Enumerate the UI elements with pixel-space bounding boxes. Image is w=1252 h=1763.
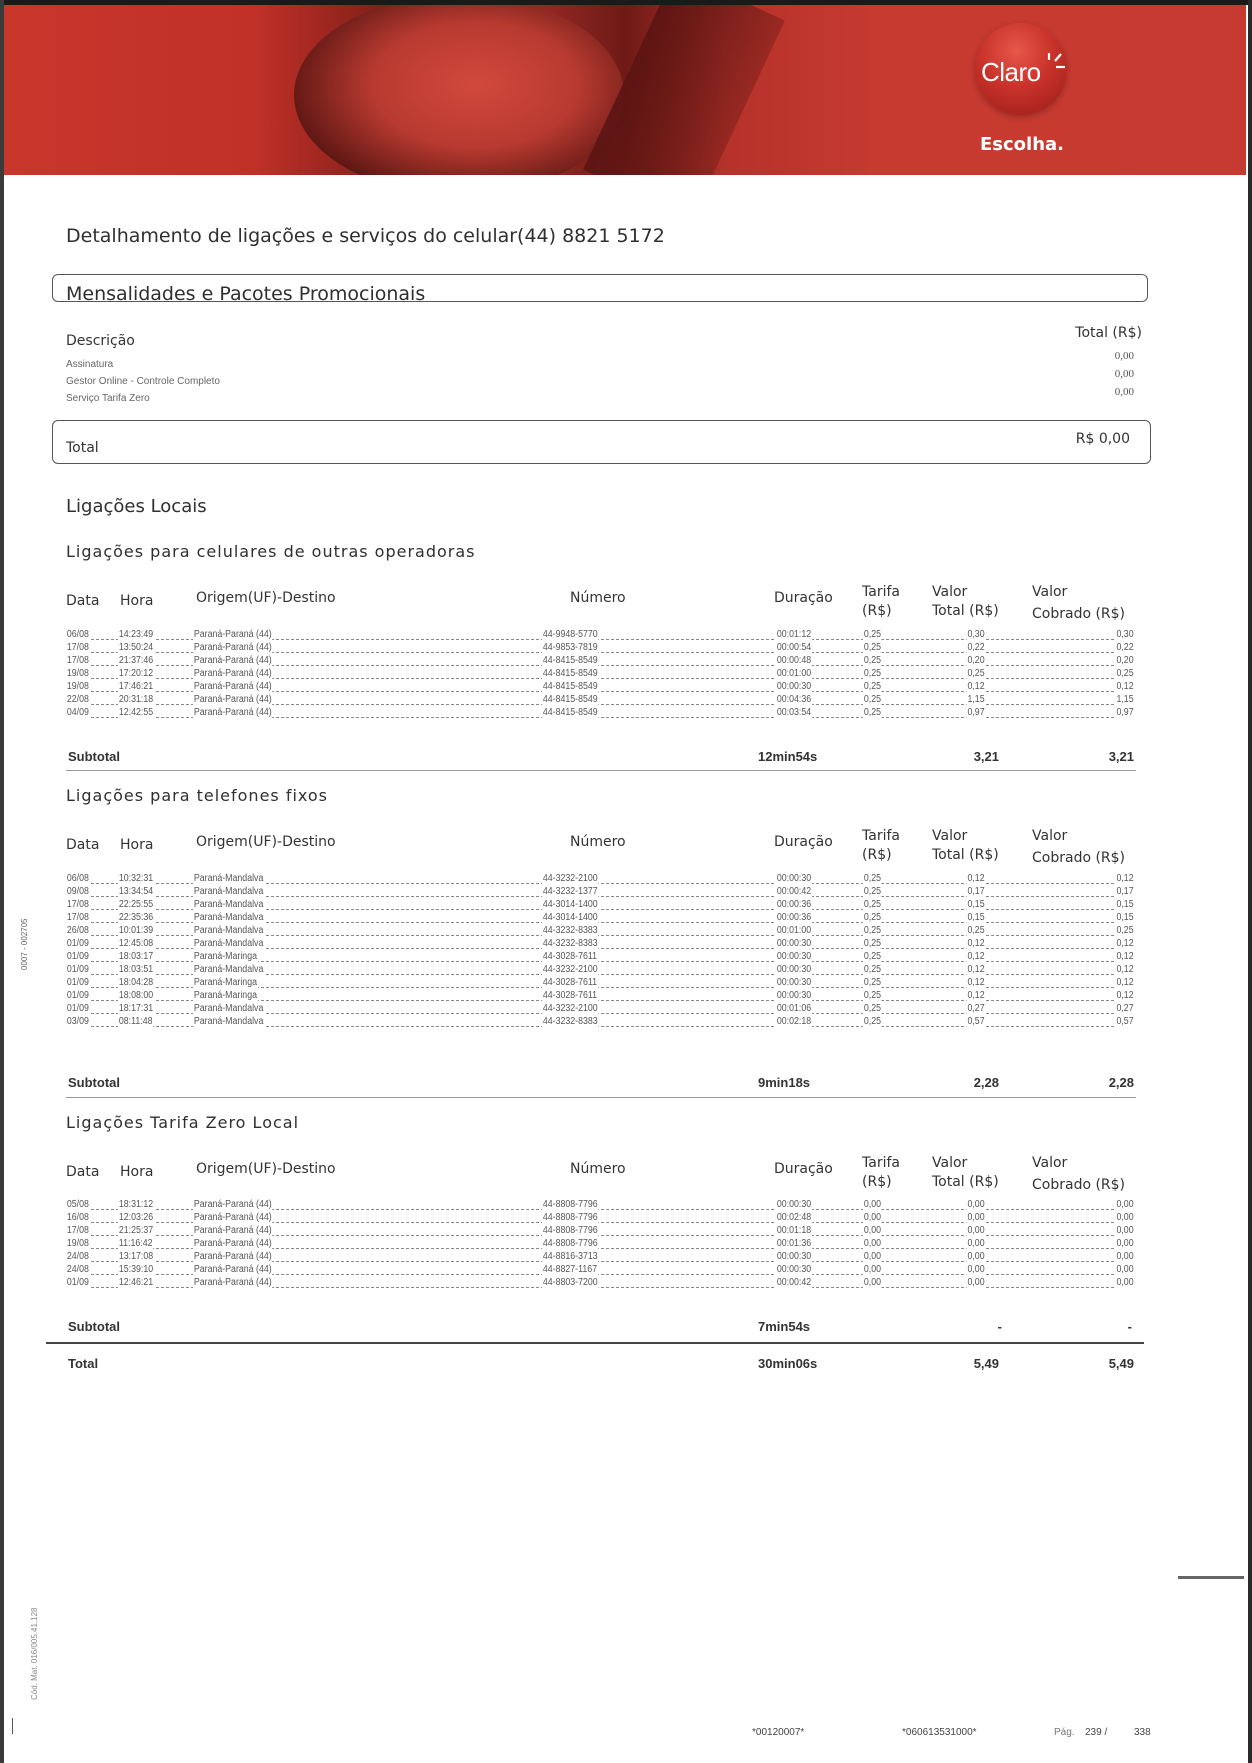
col-header-data: Data	[66, 1164, 100, 1180]
fee-item-value: 0,00	[1114, 368, 1134, 380]
col-header-tarifa	[862, 583, 900, 621]
col-header-tarifa-l2: (R$)	[862, 603, 892, 619]
fee-item-label: Serviço Tarifa Zero	[66, 393, 150, 404]
col-header-data: Data	[66, 837, 100, 853]
col-header-valor-total: Valor Total (R$)	[932, 828, 999, 863]
table-row: 01/09 18:17:31 Paraná-Mandalva 44-3232-2100 00:01:06 0,25 0,27 0,27	[66, 1003, 1134, 1014]
page-total: 338	[1134, 1727, 1151, 1738]
col-header-origem: Origem(UF)-Destino	[196, 590, 336, 606]
col-header-numero: Número	[570, 1161, 626, 1177]
logo-rays-icon	[1045, 50, 1069, 74]
table-row: 09/08 13:34:54 Paraná-Mandalva 44-3232-1377 00:00:42 0,25 0,17 0,17	[66, 886, 1134, 897]
table-row: 06/08 14:23:49 Paraná-Paraná (44) 44-9948-5770 00:01:12 0,25 0,30 0,30	[66, 629, 1134, 640]
col-header-duracao: Duração	[774, 590, 833, 606]
table-row: 16/08 12:03:26 Paraná-Paraná (44) 44-8808-7796 00:02:48 0,00 0,00 0,00	[66, 1212, 1134, 1223]
group-title-tarifa-zero: Ligações Tarifa Zero Local	[66, 1113, 300, 1132]
table-row: 17/08 22:35:36 Paraná-Mandalva 44-3014-1400 00:00:36 0,25 0,15 0,15	[66, 912, 1134, 923]
table-row: 03/09 08:11:48 Paraná-Mandalva 44-3232-8383 00:02:18 0,25 0,57 0,57	[66, 1016, 1134, 1027]
scan-border-right	[1248, 0, 1252, 1763]
footer-code-b: *060613531000*	[902, 1727, 977, 1738]
grand-total-row: Total 30min06s 5,49 5,49	[68, 1356, 1134, 1371]
table-row: 01/09 12:45:08 Paraná-Mandalva 44-3232-8383 00:00:30 0,25 0,12 0,12	[66, 938, 1134, 949]
fee-item-value: 0,00	[1114, 386, 1134, 398]
divider	[66, 1097, 1136, 1098]
col-header-data: Data	[66, 593, 100, 609]
total-divider	[46, 1342, 1144, 1344]
table-row: 24/08 15:39:10 Paraná-Paraná (44) 44-8827-1167 00:00:30 0,00 0,00 0,00	[66, 1264, 1134, 1275]
col-header-hora: Hora	[120, 837, 154, 853]
table-row: 24/08 13:17:08 Paraná-Paraná (44) 44-8816-3713 00:00:30 0,00 0,00 0,00	[66, 1251, 1134, 1262]
col-header-numero: Número	[570, 590, 626, 606]
table-row: 01/09 18:04:28 Paraná-Maringa 44-3028-7611 00:00:30 0,25 0,12 0,12	[66, 977, 1134, 988]
col-header-tarifa-l1: Tarifa	[862, 584, 900, 600]
group-title-fixos: Ligações para telefones fixos	[66, 786, 329, 805]
subtotal-row: Subtotal 9min18s 2,28 2,28	[68, 1075, 1134, 1090]
subtotal-row: Subtotal 12min54s 3,21 3,21	[68, 749, 1134, 764]
brand-name: Claro	[981, 57, 1041, 87]
mensalidades-total-value: R$ 0,00	[1075, 431, 1130, 447]
col-header-tarifa: Tarifa (R$)	[862, 1155, 900, 1190]
col-header-duracao: Duração	[774, 834, 833, 850]
fee-item-label: Gestor Online - Controle Completo	[66, 376, 220, 387]
page-current: 239 /	[1085, 1727, 1108, 1738]
col-header-valor-cobrado-l2: Cobrado (R$)	[1032, 606, 1126, 622]
col-header-duracao: Duração	[774, 1161, 833, 1177]
section-title: Ligações Locais	[66, 496, 207, 517]
description-column-header: Descrição	[66, 333, 135, 349]
margin-tick	[12, 1718, 13, 1734]
subtotal-row: Subtotal 7min54s - -	[68, 1319, 1132, 1334]
table-row: 01/09 18:08:00 Paraná-Maringa 44-3028-7611 00:00:30 0,25 0,12 0,12	[66, 990, 1134, 1001]
col-header-valor-total: Valor Total (R$)	[932, 1155, 999, 1190]
table-row: 17/08 13:50:24 Paraná-Paraná (44) 44-9853-7819 00:00:54 0,25 0,22 0,22	[66, 642, 1134, 653]
fee-item-label: Assinatura	[66, 359, 114, 370]
col-header-valor-total-l1: Valor	[932, 584, 968, 600]
table-row: 17/08 21:25:37 Paraná-Paraná (44) 44-8808-7796 00:01:18 0,00 0,00 0,00	[66, 1225, 1134, 1236]
table-row: 26/08 10:01:39 Paraná-Mandalva 44-3232-8383 00:01:00 0,25 0,25 0,25	[66, 925, 1134, 936]
footer-code-a: *00120007*	[752, 1727, 805, 1738]
col-header-valor-cobrado: Valor Cobrado (R$)	[1032, 828, 1126, 866]
page-title: Detalhamento de ligações e serviços do celular(44) 8821 5172	[66, 225, 665, 247]
material-code: Cód. Mat. 016/005.41.128	[30, 1607, 39, 1700]
col-header-tarifa: Tarifa (R$)	[862, 828, 900, 863]
table-row: 17/08 21:37:46 Paraná-Paraná (44) 44-8415-8549 00:00:48 0,25 0,20 0,20	[66, 655, 1134, 666]
mensalidades-total-box	[52, 420, 1151, 464]
margin-code: 0007 - 002705	[20, 918, 29, 970]
col-header-valor-cobrado	[1032, 583, 1125, 621]
table-row: 04/09 12:42:55 Paraná-Paraná (44) 44-8415-8549 00:03:54 0,25 0,97 0,97	[66, 707, 1134, 718]
table-row: 01/09 12:46:21 Paraná-Paraná (44) 44-8803-7200 00:00:42 0,00 0,00 0,00	[66, 1277, 1134, 1288]
table-row: 19/08 17:20:12 Paraná-Paraná (44) 44-8415-8549 00:01:00 0,25 0,25 0,25	[66, 668, 1134, 679]
table-row: 19/08 17:46:21 Paraná-Paraná (44) 44-8415-8549 00:00:30 0,25 0,12 0,12	[66, 681, 1134, 692]
scan-border-left	[0, 0, 4, 1763]
divider	[66, 770, 1136, 771]
mensalidades-total-label: Total	[66, 440, 99, 456]
col-header-valor-total-l2: Total (R$)	[932, 603, 999, 619]
page-label: Pág.	[1054, 1727, 1075, 1738]
table-row: 22/08 20:31:18 Paraná-Paraná (44) 44-8415-8549 00:04:36 0,25 1,15 1,15	[66, 694, 1134, 705]
table-row: 17/08 22:25:55 Paraná-Mandalva 44-3014-1400 00:00:36 0,25 0,15 0,15	[66, 899, 1134, 910]
table-row: 19/08 11:16:42 Paraná-Paraná (44) 44-8808-7796 00:01:36 0,00 0,00 0,00	[66, 1238, 1134, 1249]
col-header-valor-total	[932, 583, 999, 621]
table-row: 01/09 18:03:51 Paraná-Mandalva 44-3232-2100 00:00:30 0,25 0,12 0,12	[66, 964, 1134, 975]
total-column-header: Total (R$)	[1075, 325, 1142, 341]
banner-photo	[294, 5, 624, 175]
col-header-hora: Hora	[120, 593, 154, 609]
brand-tagline: Escolha.	[980, 134, 1065, 155]
col-header-origem: Origem(UF)-Destino	[196, 834, 336, 850]
col-header-numero: Número	[570, 834, 626, 850]
col-header-hora: Hora	[120, 1164, 154, 1180]
mensalidades-title: Mensalidades e Pacotes Promocionais	[66, 283, 426, 305]
table-row: 01/09 18:03:17 Paraná-Maringa 44-3028-7611 00:00:30 0,25 0,12 0,12	[66, 951, 1134, 962]
table-row: 06/08 10:32:31 Paraná-Mandalva 44-3232-2100 00:00:30 0,25 0,12 0,12	[66, 873, 1134, 884]
fold-mark	[1178, 1576, 1244, 1579]
col-header-valor-cobrado: Valor Cobrado (R$)	[1032, 1155, 1126, 1193]
col-header-origem: Origem(UF)-Destino	[196, 1161, 336, 1177]
col-header-valor-cobrado-l1: Valor	[1032, 584, 1068, 600]
table-row: 05/08 18:31:12 Paraná-Paraná (44) 44-8808-7796 00:00:30 0,00 0,00 0,00	[66, 1199, 1134, 1210]
group-title-celulares: Ligações para celulares de outras operadoras	[66, 542, 476, 561]
fee-item-value: 0,00	[1114, 350, 1134, 362]
